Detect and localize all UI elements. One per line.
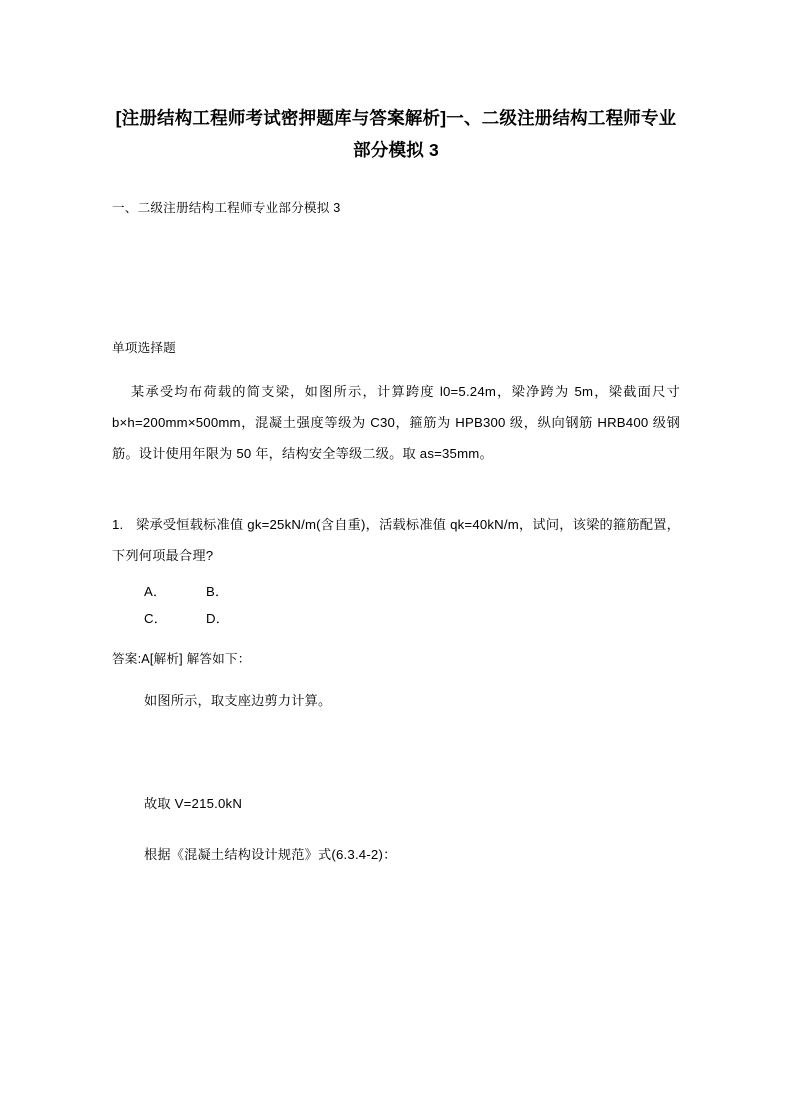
section-label: 单项选择题 [112, 341, 176, 356]
result-line: 故取 V=215.0kN [144, 795, 243, 811]
explanation-line: 如图所示，取支座边剪力计算。 [144, 692, 332, 708]
stem-text: 某承受均布荷载的简支梁，如图所示，计算跨度 l0=5.24m，梁净跨为 5m，梁截面尺寸 b×h=200mm×500mm，混凝土强度等级为 C30，箍筋为 HPB300 级，纵向钢筋 HRB400 级钢筋。设计使用年限为 50 年，结构安全等级二级。取 as=35mm。 [112, 384, 680, 462]
option-c[interactable]: C． [144, 610, 168, 626]
document-subtitle: 一、二级注册结构工程师专业部分模拟 3 [112, 200, 341, 215]
option-d[interactable]: D． [206, 610, 230, 626]
question-1 [112, 509, 680, 869]
question-line [112, 509, 680, 571]
option-row-cd [144, 606, 680, 632]
reference-line: 根据《混凝土结构设计规范》式(6.3.4-2)： [144, 846, 397, 862]
page-title: [注册结构工程师考试密押题库与答案解析]一、二级注册结构工程师专业部分模拟 3 [115, 108, 677, 161]
option-row-ab [144, 579, 680, 605]
question-stem [112, 376, 680, 469]
question-text: 梁承受恒载标准值 gk=25kN/m(含自重)，活载标准值 qk=40kN/m，试问，该梁的箍筋配置，下列何项最合理? [112, 517, 680, 564]
option-b[interactable]: B． [206, 584, 229, 600]
options-list [144, 579, 680, 632]
option-a[interactable]: A． [144, 584, 167, 600]
answer-line: 答案:A[解析] 解答如下： [112, 651, 251, 666]
figure-placeholder [112, 715, 680, 789]
spacer [112, 219, 680, 337]
question-number: 1. [112, 517, 124, 533]
